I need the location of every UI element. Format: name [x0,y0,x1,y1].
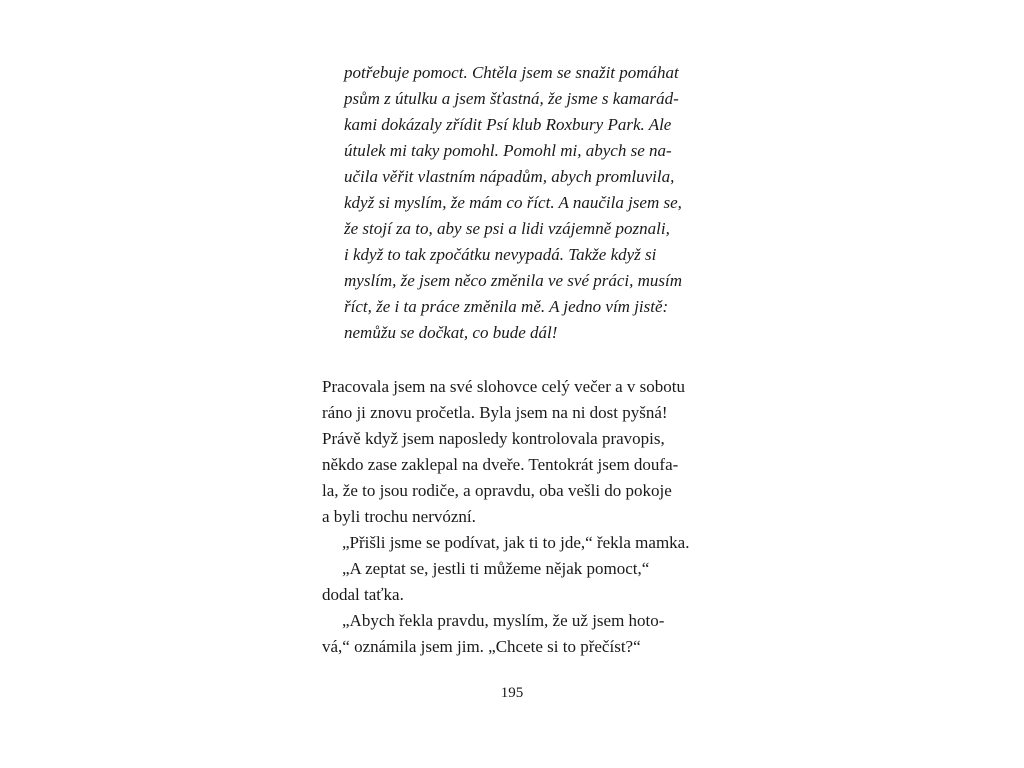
body-line: někdo zase zaklepal na dveře. Tentokrát jsem doufa- [322,455,679,474]
dialogue-line: „A zeptat se, jestli ti můžeme nějak pomoct,“ [342,559,650,578]
quote-line: i když to tak zpočátku nevypadá. Takže když si [344,245,657,264]
body-line: ráno ji znovu pročetla. Byla jsem na ni dost pyšná! [322,403,668,422]
dialogue-line: „Přišli jsme se podívat, jak ti to jde,“ řekla mamka. [342,533,690,552]
quoted-essay-block [344,60,683,346]
body-line: Pracovala jsem na své slohovce celý večer a v sobotu [322,377,686,396]
quote-line: učila věřit vlastním nápadům, abych promluvila, [344,167,675,186]
quote-line: psům z útulku a jsem šťastná, že jsme s kamarád- [344,89,679,108]
quote-line: útulek mi taky pomohl. Pomohl mi, abych se na- [344,141,672,160]
body-line: a byli trochu nervózní. [322,507,476,526]
page-number: 195 [500,685,524,701]
dialogue-line: dodal taťka. [322,585,404,604]
body-text-block [322,374,692,660]
quote-line: nemůžu se dočkat, co bude dál! [344,323,558,342]
quote-line: myslím, že jsem něco změnila ve své práci, musím [344,271,683,290]
quote-line: že stojí za to, aby se psi a lidi vzájemně poznali, [344,219,670,238]
quote-line: když si myslím, že mám co říct. A naučila jsem se, [344,193,682,212]
body-line: la, že to jsou rodiče, a opravdu, oba vešli do pokoje [322,481,672,500]
quote-line: potřebuje pomoct. Chtěla jsem se snažit pomáhat [344,63,679,82]
dialogue-line: „Abych řekla pravdu, myslím, že už jsem hoto- [342,611,665,630]
quote-line: říct, že i ta práce změnila mě. A jedno vím jistě: [344,297,669,316]
dialogue-line: vá,“ oznámila jsem jim. „Chcete si to přečíst?“ [322,637,641,656]
quote-line: kami dokázaly zřídit Psí klub Roxbury Park. Ale [344,115,672,134]
body-line: Právě když jsem naposledy kontrolovala pravopis, [322,429,665,448]
